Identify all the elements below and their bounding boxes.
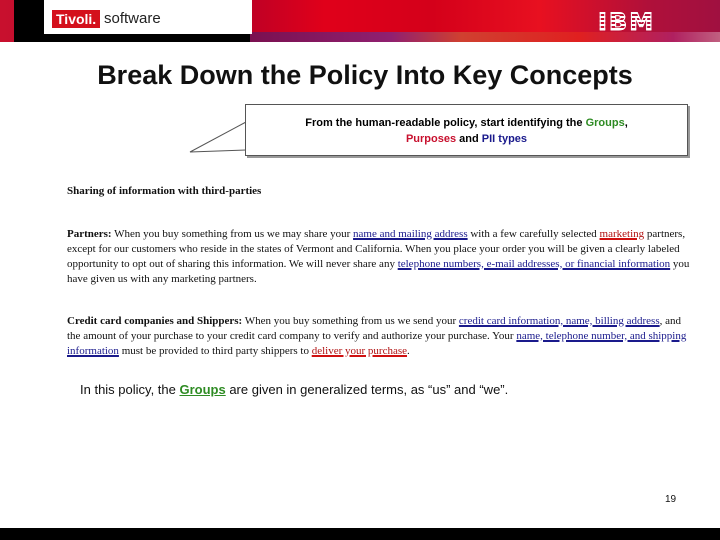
text: must be provided to third party shippers to — [118, 345, 312, 357]
text: In this policy, the — [80, 382, 180, 397]
text: you have given us with any marketing partners. — [67, 258, 690, 285]
text: . — [407, 345, 410, 357]
pii-contact-financial: telephone numbers, e-mail addresses, or financial information — [397, 258, 671, 270]
callout-text: From the human-readable policy, start identifying the — [305, 117, 586, 129]
text: are given in generalized terms, as “us” and “we”. — [225, 382, 509, 397]
partners-paragraph — [67, 227, 692, 287]
text: When you buy something from us we send your — [242, 315, 459, 327]
text: partners, except for our customers who reside in the states of Vermont and California. When you place your order you will be given a clearly labeled opportunity to opt out of sharing this information. We will never share any — [67, 228, 686, 270]
pii-credit-card: credit card information, name, billing address — [458, 315, 660, 327]
callout-box — [245, 104, 688, 156]
slide-title: Break Down the Policy Into Key Concepts — [97, 60, 633, 90]
callout-and: and — [456, 133, 482, 145]
tivoli-logo: Tivoli. — [52, 10, 100, 28]
callout-pointer — [188, 120, 248, 156]
page-number: 19 — [665, 494, 677, 505]
header-banner — [0, 0, 720, 42]
partners-label: Partners: — [67, 228, 112, 240]
summary-note — [80, 382, 508, 397]
summary-groups: Groups — [179, 382, 226, 397]
text: When you buy something from us we may share your — [111, 228, 354, 240]
callout-pii: PII types — [481, 133, 528, 145]
footer-bar — [0, 528, 720, 540]
section-heading: Sharing of information with third-parties — [67, 185, 262, 197]
callout-comma: , — [624, 117, 628, 129]
software-label: software — [104, 10, 161, 27]
purpose-marketing: marketing — [599, 228, 645, 240]
ibm-logo: IBM — [598, 8, 656, 36]
pii-name-mailing: name and mailing address — [353, 228, 468, 240]
purpose-delivery: deliver your purchase — [311, 345, 408, 357]
callout-groups: Groups — [585, 117, 625, 129]
text: , and the amount of your purchase to your credit card company to verify and authorize your purchase. Your — [67, 315, 681, 342]
pii-shipping: name, telephone number, and shipping information — [67, 330, 687, 357]
shippers-paragraph — [67, 314, 692, 359]
text: with a few carefully selected — [467, 228, 600, 240]
callout-purposes: Purposes — [405, 133, 457, 145]
shippers-label: Credit card companies and Shippers: — [67, 315, 243, 327]
